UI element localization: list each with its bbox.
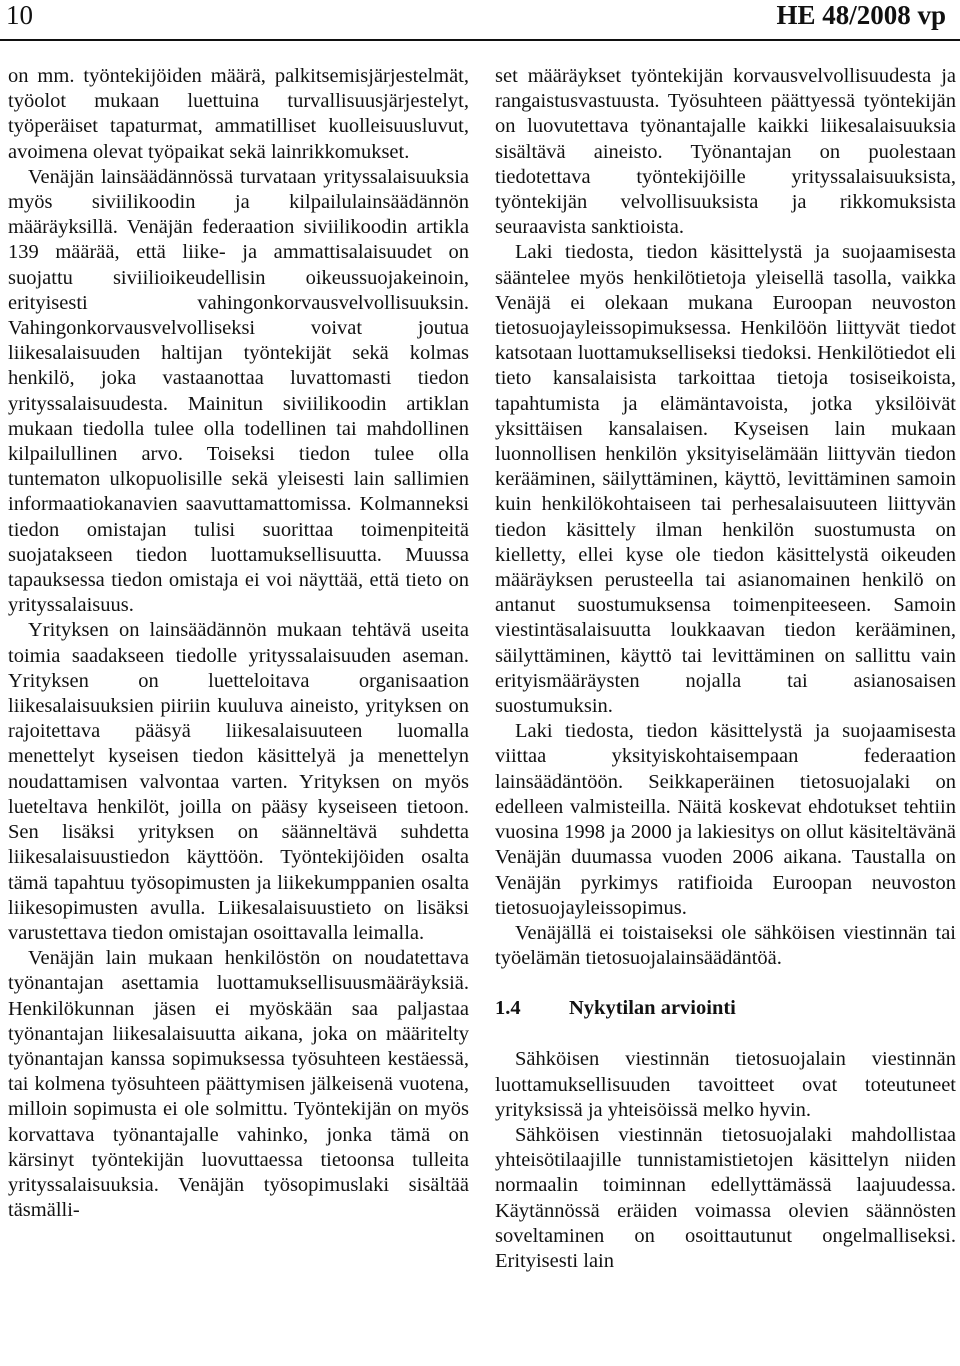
paragraph: Sähköisen viestinnän tietosuojalain viestinnän luottamuksellisuuden tavoitteet ovat toteutuneet yrityksissä ja yhteisöissä melko hyvin. xyxy=(495,1048,956,1121)
paragraph: Laki tiedosta, tiedon käsittelystä ja suojaamisesta viittaa yksityiskohtaisempaan federaation lainsäädäntöön. Seikkaperäinen tietosuojalaki on edelleen valmisteilla. Näitä koskevat ehdotukset tehtiin vuosina 1998 ja 2000 ja lakiesitys on ollut käsiteltävänä Venäjän duumassa vuoden 2006 aikana. Taustalla on Venäjän pyrkimys ratifioida Euroopan neuvoston tietosuojayleissopimus. xyxy=(495,720,956,919)
document-id: HE 48/2008 vp xyxy=(776,0,946,30)
right-column xyxy=(495,64,956,1274)
paragraph: Sähköisen viestinnän tietosuojalaki mahdollistaa yhteisötilaajille tunnistamistietojen käsittelyn niiden normaalin toiminnan edellyttämässä laajuudessa. Käytännössä eräiden voimassa olevien säännösten soveltaminen on osoittautunut ongelmalliseksi. Erityisesti lain xyxy=(495,1123,956,1272)
paragraph: Yrityksen on lainsäädännön mukaan tehtävä useita toimia saadakseen tiedolle yrityssalaisuuden aseman. Yrityksen on luetteloitava organisaation liikesalaisuuksien piiriin kuuluva aineisto, yrityksen on rajoitettava pääsyä liikesalaisuuteen luomalla menettelyt kyseisen tiedon käsittelyä ja menettelyn noudattamisen valvontaa varten. Yrityksen on myös lueteltava henkilöt, joilla on pääsy kyseiseen tietoon. Sen lisäksi yrityksen on säänneltävä suhdetta liikesalaisuustiedon käyttöön. Työntekijöiden osalta tämä tapahtuu työsopimusten ja liikekumppanien osalta liikesopimusten avulla. Liikesalaisuustieto on lisäksi varustettava tiedon omistajan osoittavalla leimalla. xyxy=(8,619,469,944)
paragraph: Laki tiedosta, tiedon käsittelystä ja suojaamisesta sääntelee myös henkilötietoja yleisellä tasolla, vaikka Venäjä ei olekaan mukana Euroopan neuvoston tietosuojayleissopimuksessa. Henkilöön liittyvät tiedot katsotaan luottamukselliseksi tiedoksi. Henkilötiedot eli tieto kansalaisista tarkoittaa tietoja tosiseikoista, tapahtumista ja elämäntavoista, jotka yksilöivät yksittäisen kansalaisen. Kyseisen lain mukaan luonnollisen henkilön yksityiselämään liittyvän tiedon kerääminen, säilyttäminen, käyttö, levittäminen samoin kuin henkilökohtaiseen tai perhesalaisuuteen liittyvän tiedon käsittely ilman henkilön suostumusta on kielletty, ellei kyse ole tiedon käsittelystä oikeuden määräyksen perusteella tai asianomainen henkilö on antanut suostumuksensa toimenpiteeseen. Samoin viestintäsalaisuutta loukkaavan tiedon kerääminen, säilyttäminen, käyttö tai levittäminen on sallittu vain erityismääräysten nojalla tai asianosaisen suostumuksin. xyxy=(495,241,956,718)
section-title: Nykytilan arviointi xyxy=(569,997,736,1020)
page-number: 10 xyxy=(6,0,33,30)
paragraph: Venäjän lain mukaan henkilöstön on noudatettava työnantajan asettamia luottamuksellisuusmääräyksiä. Henkilökunnan jäsen ei myöskään saa paljastaa työnantajan liikesalaisuutta aikana, joka on määritelty työnantajan kanssa sopimuksessa työsuhteen kestäessä, tai kolmena työsuhteen päättymisen jälkeisenä vuotena, milloin sopimusta ei ole solmittu. Työntekijän on myös korvattava työnantajalle vahinko, jonka tämä on kärsinyt työntekijän luovuttaessa tietoonsa tulleita yrityssalaisuuksia. Venäjän työsopimuslaki sisältää täsmälli- xyxy=(8,947,469,1222)
section-heading xyxy=(495,996,956,1021)
section-number: 1.4 xyxy=(495,997,521,1020)
header-rule xyxy=(0,39,960,41)
paragraph: on mm. työntekijöiden määrä, palkitsemisjärjestelmät, työolot mukaan luettuina turvallisuusjärjestelyt, työperäiset tapaturmat, ammatilliset kuolleisuusluvut, avoimena olevat työpaikat sekä lainrikkomukset. xyxy=(8,65,469,163)
left-column xyxy=(8,64,469,1223)
paragraph: set määräykset työntekijän korvausvelvollisuudesta ja rangaistusvastuusta. Työsuhteen päättyessä työntekijän on luovutettava työnantajalle kaikki liikesalaisuuksia sisältävä aineisto. Työnantajan on puolestaan tiedotettava työntekijöille yrityssalaisuuksista, työntekijän velvollisuuksista ja rikkomuksista seuraavista sanktioista. xyxy=(495,65,956,239)
paragraph: Venäjällä ei toistaiseksi ole sähköisen viestinnän tai työelämän tietosuojalainsäädäntöä. xyxy=(495,921,956,970)
paragraph: Venäjän lainsäädännössä turvataan yrityssalaisuuksia myös siviilikoodin ja kilpailulainsäädännön määräyksillä. Venäjän federaation siviilikoodin artikla 139 määrää, että liike- ja ammattisalaisuudet on suojattu siviilioikeudellisin oikeussuojakeinoin, erityisesti vahingonkorvausvelvollisuuksin. Vahingonkorvausvelvolliseksi voivat joutua liikesalaisuuden haltijan työntekijät sekä kolmas henkilö, joka vastaanottaa luvattomasti tiedon yrityssalaisuudesta. Mainitun siviilikoodin artiklan mukaan tiedolla tulee olla todellinen tai mahdollinen kilpailullinen arvo. Toiseksi tiedon tulee olla tuntematon ulkopuolisille sekä yleisesti lain sallimien informaatiokanavien saavuttamattomissa. Kolmanneksi tiedon omistajan tulisi suorittaa toimenpiteitä suojatakseen tiedon luottamuksellisuutta. Muussa tapauksessa tiedon omistaja ei voi näyttää, että tieto on yrityssalaisuus. xyxy=(8,165,469,617)
page-header xyxy=(0,0,960,40)
